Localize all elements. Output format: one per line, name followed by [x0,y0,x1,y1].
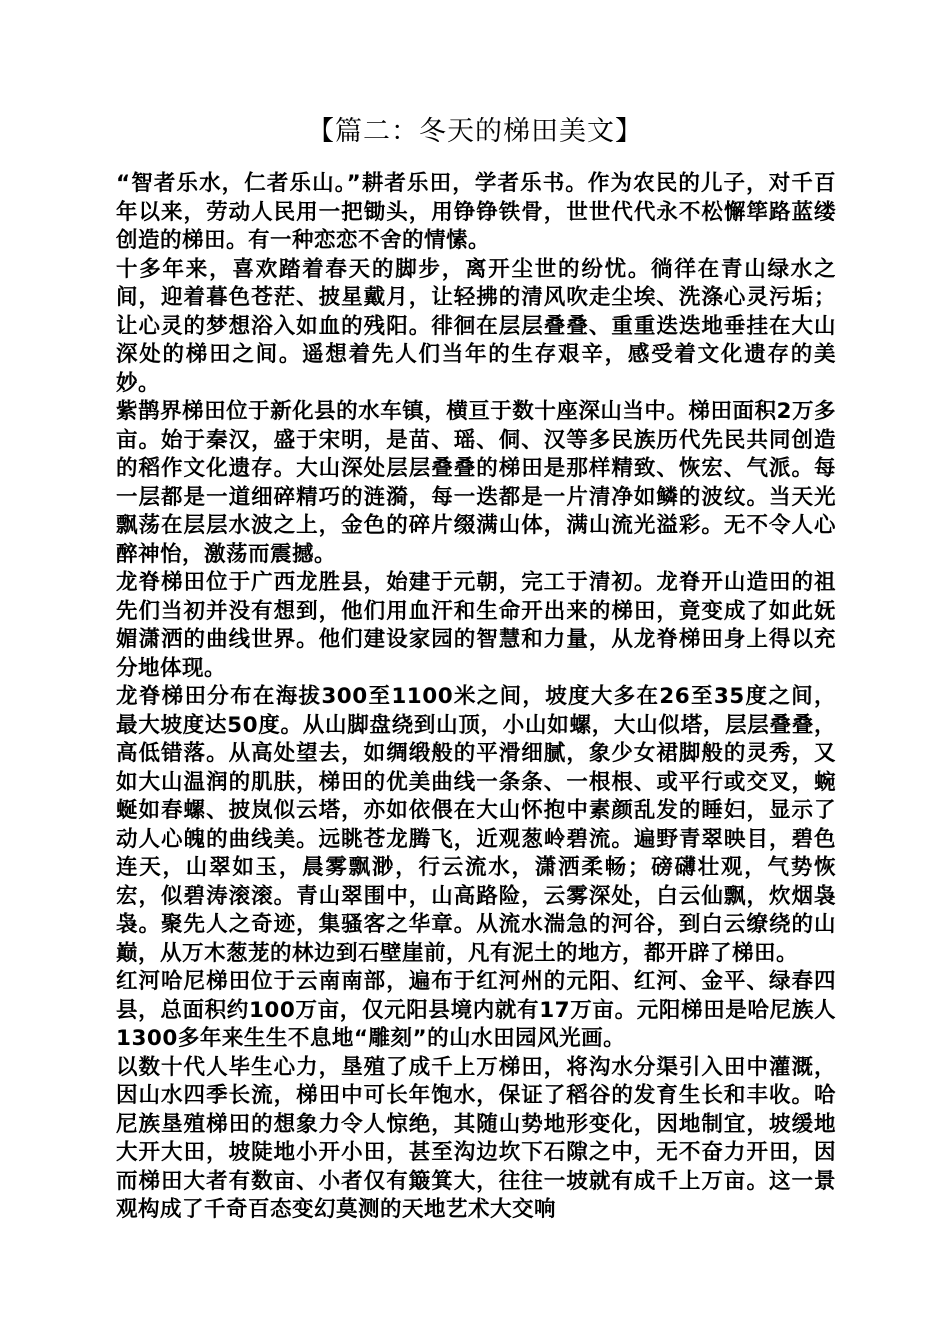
paragraph-4: 龙脊梯田位于广西龙胜县，始建于元朝，完工于清初。龙脊开山造田的祖先们当初并没有想到，他们用血汗和生命开出来的梯田，竟变成了如此妩媚潇洒的曲线世界。他们建设家园的智慧和力量，从龙脊梯田身上得以充分地体现。 [116,570,836,681]
document-title: 【篇二：冬天的梯田美文】 [307,116,643,147]
paragraph-6: 红河哈尼梯田位于云南南部，遍布于红河州的元阳、红河、金平、绿春四县，总面积约100万亩，仅元阳县境内就有17万亩。元阳梯田是哈尼族人1300多年来生生不息地“雕刻”的山水田园风光画。 [116,969,836,1051]
paragraph-5: 龙脊梯田分布在海拔300至1100米之间，坡度大多在26至35度之间，最大坡度达50度。从山脚盘绕到山顶，小山如螺，大山似塔，层层叠叠，高低错落。从高处望去，如绸缎般的平滑细腻，象少女裙脚般的灵秀，又如大山温润的肌肤，梯田的优美曲线一条条、一根根、或平行或交叉，蜿蜒如春螺、披岚似云塔，亦如依偎在大山怀抱中素颜乱发的睡妇，显示了动人心魄的曲线美。远眺苍龙腾飞，近观葱岭碧流。遍野青翠映目，碧色连天，山翠如玉，晨雾飘渺，行云流水，潇洒柔畅；磅礴壮观，气势恢宏，似碧涛滚滚。青山翠围中，山高路险，云雾深处，白云仙飘，炊烟袅袅。聚先人之奇迹，集骚客之华章。从流水湍急的河谷，到白云缭绕的山巅，从万木葱茏的林边到石壁崖前，凡有泥土的地方，都开辟了梯田。 [116,684,836,966]
paragraph-3: 紫鹊界梯田位于新化县的水车镇，横亘于数十座深山当中。梯田面积2万多亩。始于秦汉，盛于宋明，是苗、瑶、侗、汉等多民族历代先民共同创造的稻作文化遗存。大山深处层层叠叠的梯田是那样精致、恢宏、气派。每一层都是一道细碎精巧的涟漪，每一迭都是一片清净如鳞的波纹。当天光飘荡在层层水波之上，金色的碎片缀满山体，满山流光溢彩。无不令人心醉神怡，激荡而震撼。 [116,399,836,567]
paragraph-2: 十多年来，喜欢踏着春天的脚步，离开尘世的纷忧。徜徉在青山绿水之间，迎着暮色苍茫、披星戴月，让轻拂的清风吹走尘埃、洗涤心灵污垢；让心灵的梦想浴入如血的残阳。徘徊在层层叠叠、重重迭迭地垂挂在大山深处的梯田之间。遥想着先人们当年的生存艰辛，感受着文化遗存的美妙。 [116,256,836,396]
document-body [116,170,836,1225]
paragraph-1: “智者乐水，仁者乐山。”耕者乐田，学者乐书。作为农民的儿子，对千百年以来，劳动人民用一把锄头，用铮铮铁骨，世世代代永不松懈筚路蓝缕创造的梯田。有一种恋恋不舍的情愫。 [116,171,836,253]
paragraph-7: 以数十代人毕生心力，垦殖了成千上万梯田，将沟水分渠引入田中灌溉，因山水四季长流，梯田中可长年饱水，保证了稻谷的发育生长和丰收。哈尼族垦殖梯田的想象力令人惊绝，其随山势地形变化，因地制宜，坡缓地大开大田，坡陡地小开小田，甚至沟边坎下石隙之中，无不奋力开田，因而梯田大者有数亩、小者仅有簸箕大，往往一坡就有成千上万亩。这一景观构成了千奇百态变幻莫测的天地艺术大交响 [116,1054,836,1222]
